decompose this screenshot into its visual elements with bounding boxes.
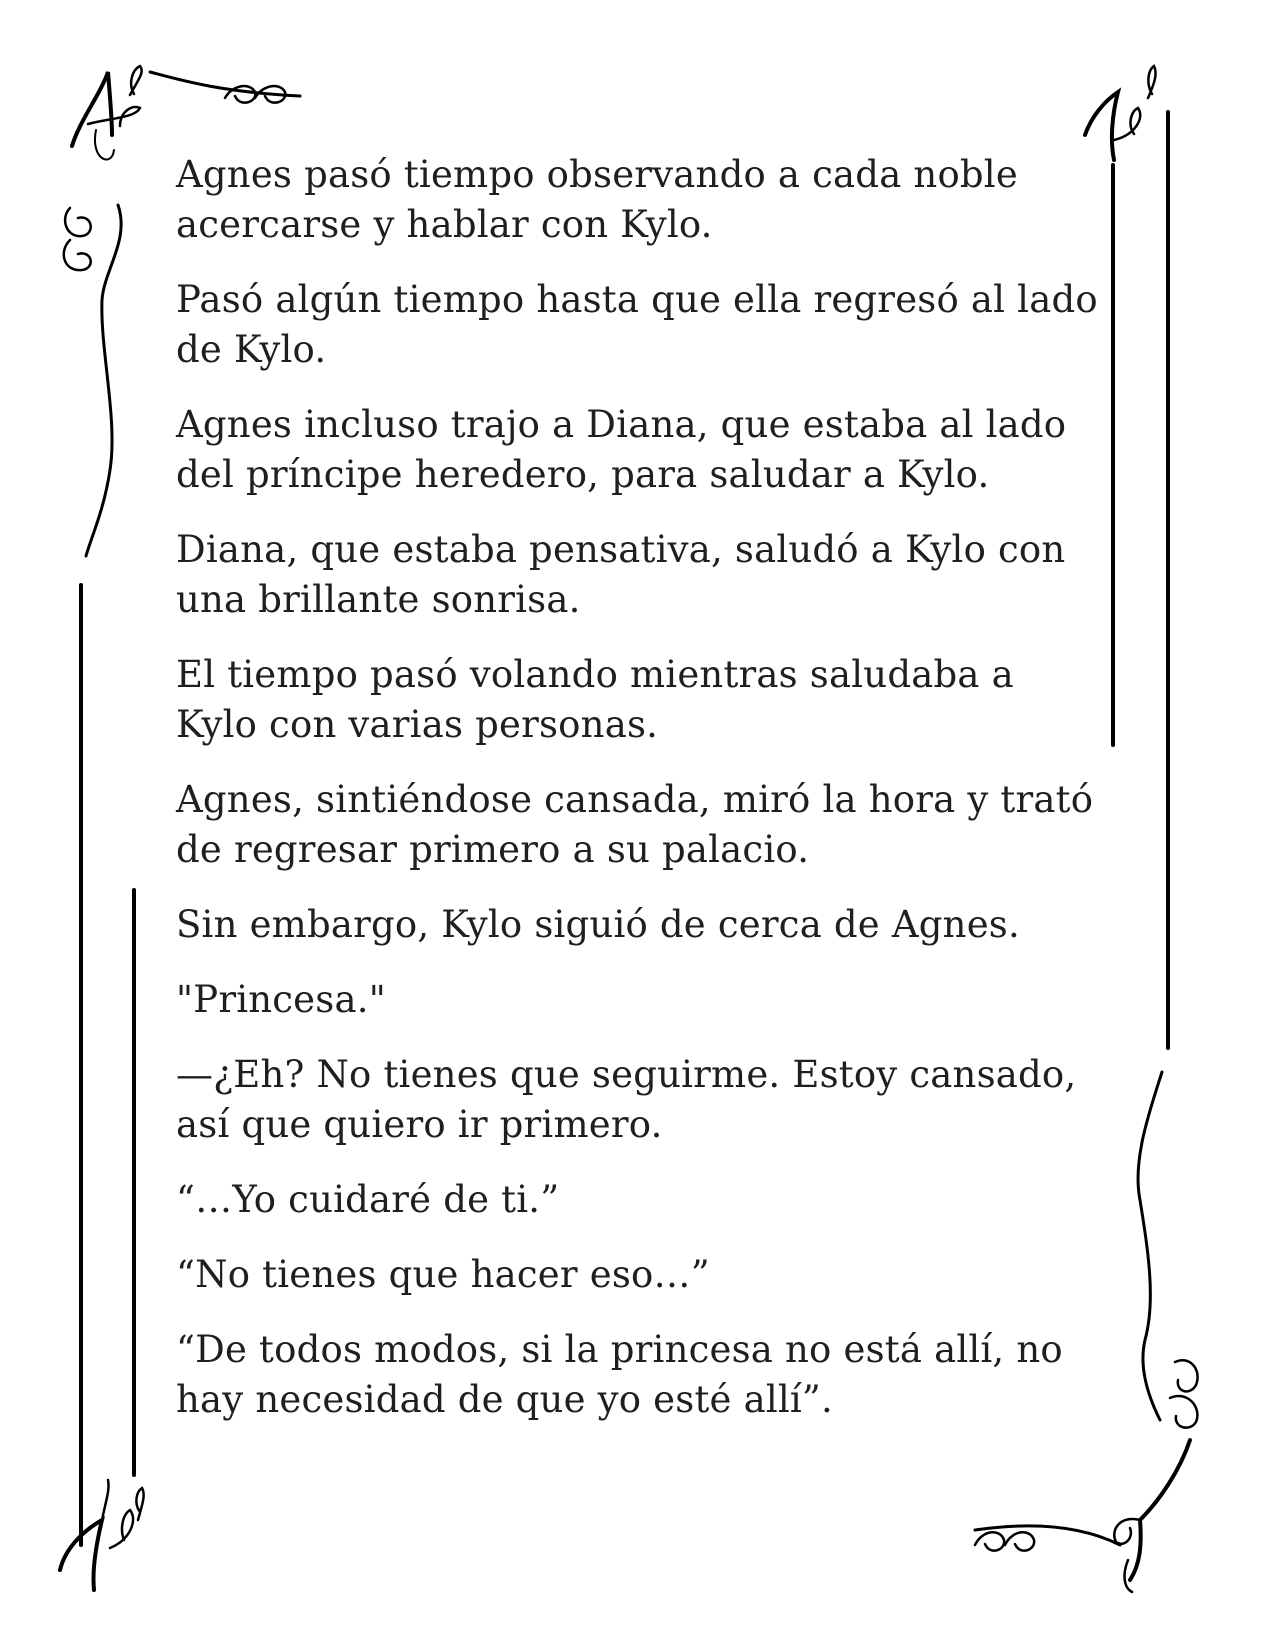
- paragraph: Diana, que estaba pensativa, saludó a Kylo con una brillante sonrisa.: [176, 528, 1066, 621]
- paragraph: Agnes, sintiéndose cansada, miró la hora y trató de regresar primero a su palacio.: [176, 778, 1094, 871]
- paragraph: Agnes pasó tiempo observando a cada noble acercarse y hablar con Kylo.: [176, 153, 1018, 246]
- bottom-left-flourish: [60, 1480, 144, 1590]
- paragraph: “No tienes que hacer eso…”: [176, 1253, 710, 1296]
- paragraph: "Princesa.": [176, 978, 386, 1021]
- paragraph: Pasó algún tiempo hasta que ella regresó al lado de Kylo.: [176, 278, 1098, 371]
- paragraph: El tiempo pasó volando mientras saludaba a Kylo con varias personas.: [176, 653, 1014, 746]
- paragraph: “…Yo cuidaré de ti.”: [176, 1178, 560, 1221]
- paragraph: Agnes incluso trajo a Diana, que estaba al lado del príncipe heredero, para saludar a Kylo.: [176, 403, 1067, 496]
- paragraph: Sin embargo, Kylo siguió de cerca de Agnes.: [176, 903, 1020, 946]
- paragraph: —¿Eh? No tienes que seguirme. Estoy cansado, así que quiero ir primero.: [176, 1053, 1077, 1146]
- page-text: [176, 150, 1106, 1450]
- paragraph: “De todos modos, si la princesa no está allí, no hay necesidad de que yo esté allí”.: [176, 1328, 1063, 1421]
